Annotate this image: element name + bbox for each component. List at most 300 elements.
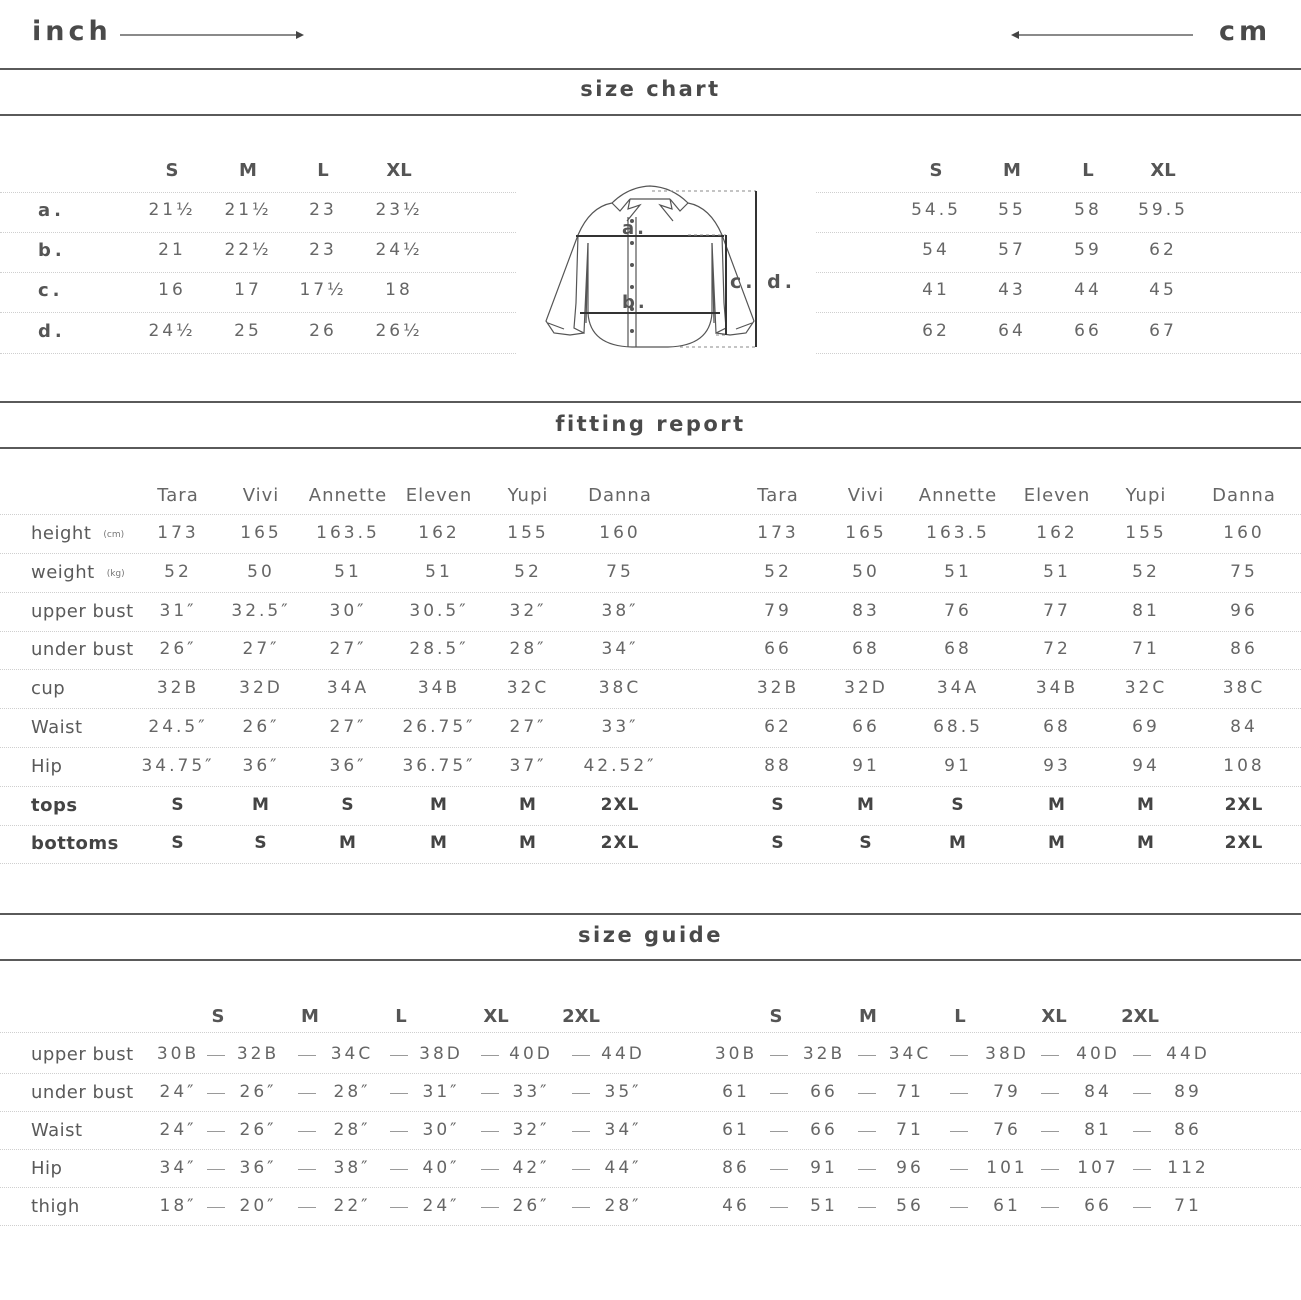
fit-value: 31″ <box>159 600 197 621</box>
size-header: M <box>239 160 257 181</box>
row-divider <box>0 553 1301 554</box>
guide-value: 40″ <box>422 1158 460 1178</box>
measurement-value: 17 <box>234 280 262 300</box>
fit-value: M <box>519 794 537 815</box>
fit-value: 36″ <box>242 755 280 776</box>
row-divider <box>816 272 1301 273</box>
size-header: XL <box>386 160 412 181</box>
fit-value: 83 <box>852 600 880 621</box>
section-rule <box>0 447 1301 449</box>
fit-value: 28″ <box>509 639 547 660</box>
range-dash <box>770 1055 788 1056</box>
fit-value: 68.5 <box>933 717 983 737</box>
fit-value: 33″ <box>601 717 639 737</box>
fit-value: 32D <box>239 678 283 699</box>
row-label <box>31 717 83 738</box>
row-divider <box>0 708 1301 709</box>
diagram-label-b: b. <box>622 292 648 313</box>
row-label: b. <box>38 240 66 261</box>
fit-value: M <box>1048 794 1066 815</box>
model-name: Danna <box>1212 485 1276 506</box>
range-dash <box>481 1207 499 1208</box>
guide-value: 51 <box>810 1196 838 1216</box>
row-label: upper bust <box>31 1044 134 1065</box>
measurement-value: 55 <box>998 200 1026 220</box>
guide-value: 30″ <box>422 1120 460 1140</box>
fit-value: 68 <box>944 639 972 660</box>
range-dash <box>950 1169 968 1170</box>
fit-value: 2XL <box>600 833 640 854</box>
guide-value: 40D <box>1076 1044 1120 1064</box>
row-divider <box>0 192 516 193</box>
range-dash <box>1041 1055 1059 1056</box>
range-dash <box>481 1169 499 1170</box>
row-label: Waist <box>31 1120 83 1141</box>
measurement-value: 57 <box>998 240 1026 260</box>
measurement-value: 43 <box>998 280 1026 300</box>
model-name: Vivi <box>847 485 885 506</box>
guide-value: 34C <box>888 1044 932 1064</box>
guide-value: 66 <box>1084 1196 1112 1216</box>
range-dash <box>298 1207 316 1208</box>
range-dash <box>207 1207 225 1208</box>
row-label <box>31 678 65 699</box>
fit-value: 163.5 <box>316 523 380 543</box>
range-dash <box>770 1093 788 1094</box>
row-label <box>31 601 134 622</box>
guide-value: 66 <box>810 1120 838 1140</box>
fit-value: S <box>771 794 785 815</box>
guide-value: 44D <box>601 1044 645 1064</box>
guide-value: 96 <box>896 1158 924 1178</box>
row-divider <box>0 1225 1301 1226</box>
fit-value: S <box>254 833 268 854</box>
range-dash <box>572 1055 590 1056</box>
fit-value: 30.5″ <box>409 600 469 621</box>
row-divider <box>0 747 1301 748</box>
fit-value: 38C <box>1222 678 1266 699</box>
range-dash <box>207 1055 225 1056</box>
fit-value: 2XL <box>600 794 640 815</box>
size-header: M <box>859 1006 877 1027</box>
fit-value: 26″ <box>159 639 197 660</box>
fit-value: 27″ <box>329 717 367 737</box>
model-name: Annette <box>308 485 388 506</box>
fit-value: 34A <box>936 678 980 699</box>
range-dash <box>572 1207 590 1208</box>
row-divider <box>816 353 1301 354</box>
fit-value: 77 <box>1043 600 1071 621</box>
inch-label: inch <box>32 16 112 47</box>
fit-value: S <box>771 833 785 854</box>
measurement-value: 54.5 <box>911 200 961 220</box>
measurement-value: 21½ <box>148 200 196 220</box>
guide-value: 44″ <box>604 1158 642 1178</box>
guide-value: 86 <box>722 1158 750 1178</box>
fit-value: 27″ <box>242 639 280 660</box>
fit-value: 51 <box>425 561 453 582</box>
fit-value: 93 <box>1043 755 1071 776</box>
measurement-value: 22½ <box>224 240 272 260</box>
fit-value: 88 <box>764 755 792 776</box>
range-dash <box>770 1131 788 1132</box>
fit-value: M <box>252 794 270 815</box>
range-dash <box>950 1093 968 1094</box>
guide-value: 71 <box>1174 1196 1202 1216</box>
fit-value: 51 <box>334 561 362 582</box>
fit-value: 32C <box>506 678 550 699</box>
range-dash <box>481 1055 499 1056</box>
row-label-text: tops <box>31 794 78 816</box>
guide-value: 32B <box>236 1044 280 1064</box>
guide-value: 30B <box>156 1044 200 1064</box>
measurement-value: 23 <box>309 240 337 260</box>
model-name: Annette <box>918 485 998 506</box>
model-name: Eleven <box>405 485 473 506</box>
measurement-value: 59.5 <box>1138 200 1188 220</box>
range-dash <box>298 1131 316 1132</box>
fit-value: 51 <box>1043 561 1071 582</box>
row-divider <box>0 312 516 313</box>
measurement-value: 44 <box>1074 280 1102 300</box>
fit-value: M <box>1137 833 1155 854</box>
size-chart-title: size chart <box>580 77 721 101</box>
fit-value: 26.75″ <box>402 717 476 737</box>
range-dash <box>572 1169 590 1170</box>
row-divider <box>816 312 1301 313</box>
measurement-value: 26 <box>309 321 337 341</box>
guide-value: 84 <box>1084 1082 1112 1102</box>
guide-value: 79 <box>993 1082 1021 1102</box>
fit-value: 165 <box>240 523 282 543</box>
measurement-value: 62 <box>922 321 950 341</box>
fit-value: 34A <box>326 678 370 699</box>
guide-value: 26″ <box>239 1120 277 1140</box>
guide-value: 46 <box>722 1196 750 1216</box>
guide-value: 35″ <box>604 1082 642 1102</box>
size-header: L <box>954 1006 966 1027</box>
range-dash <box>207 1131 225 1132</box>
range-dash <box>481 1093 499 1094</box>
fit-value: 160 <box>599 523 641 543</box>
row-label <box>31 795 78 816</box>
fit-value: 36″ <box>329 755 367 776</box>
fit-value: 160 <box>1223 523 1265 543</box>
fit-value: 52 <box>1132 561 1160 582</box>
measurement-value: 21 <box>158 240 186 260</box>
model-name: Vivi <box>242 485 280 506</box>
guide-value: 34″ <box>159 1158 197 1178</box>
fit-value: 155 <box>507 523 549 543</box>
row-label <box>31 562 125 583</box>
fit-value: 28.5″ <box>409 639 469 660</box>
fit-value: 163.5 <box>926 523 990 543</box>
range-dash <box>1041 1169 1059 1170</box>
row-divider <box>0 514 1301 515</box>
measurement-value: 58 <box>1074 200 1102 220</box>
guide-value: 28″ <box>333 1120 371 1140</box>
fit-value: 69 <box>1132 717 1160 737</box>
fit-value: M <box>430 833 448 854</box>
fit-value: 108 <box>1223 755 1265 776</box>
fit-value: 94 <box>1132 755 1160 776</box>
section-rule <box>0 959 1301 961</box>
fit-value: 37″ <box>509 755 547 776</box>
fit-value: 38C <box>598 678 642 699</box>
fit-value: 165 <box>845 523 887 543</box>
arrow-right-icon <box>120 28 305 42</box>
size-header: L <box>317 160 329 181</box>
range-dash <box>1041 1093 1059 1094</box>
row-divider <box>0 786 1301 787</box>
row-label: a. <box>38 200 65 221</box>
guide-value: 81 <box>1084 1120 1112 1140</box>
size-header: S <box>929 160 943 181</box>
row-label: thigh <box>31 1196 80 1217</box>
measurement-value: 21½ <box>224 200 272 220</box>
fit-value: 27″ <box>509 717 547 737</box>
guide-value: 86 <box>1174 1120 1202 1140</box>
range-dash <box>770 1207 788 1208</box>
fit-value: M <box>519 833 537 854</box>
diagram-label-a: a. <box>622 218 647 239</box>
fit-value: M <box>857 794 875 815</box>
row-label-text: bottoms <box>31 833 119 855</box>
range-dash <box>298 1093 316 1094</box>
fit-value: 162 <box>1036 523 1078 543</box>
row-label-text: Waist <box>31 717 83 738</box>
fit-value: 2XL <box>1224 833 1264 854</box>
section-rule <box>0 114 1301 116</box>
measurement-value: 66 <box>1074 321 1102 341</box>
range-dash <box>572 1093 590 1094</box>
fit-value: 155 <box>1125 523 1167 543</box>
range-dash <box>572 1131 590 1132</box>
measurement-value: 17½ <box>299 280 347 300</box>
shirt-diagram <box>540 183 780 355</box>
range-dash <box>950 1055 968 1056</box>
guide-value: 112 <box>1167 1158 1209 1178</box>
fit-value: 91 <box>944 755 972 776</box>
fit-value: 68 <box>1043 717 1071 737</box>
range-dash <box>1133 1207 1151 1208</box>
range-dash <box>390 1207 408 1208</box>
guide-value: 71 <box>896 1120 924 1140</box>
guide-value: 31″ <box>422 1082 460 1102</box>
size-header: XL <box>1041 1006 1067 1027</box>
row-label <box>31 756 62 777</box>
measurement-value: 67 <box>1149 321 1177 341</box>
fit-value: 32B <box>756 678 800 699</box>
row-divider <box>816 192 1301 193</box>
size-header: L <box>395 1006 407 1027</box>
fit-value: 27″ <box>329 639 367 660</box>
measurement-value: 62 <box>1149 240 1177 260</box>
guide-value: 66 <box>810 1082 838 1102</box>
model-name: Yupi <box>507 485 549 506</box>
unit-label: (cm) <box>103 530 125 540</box>
guide-value: 101 <box>986 1158 1028 1178</box>
row-divider <box>0 1111 1301 1112</box>
size-header: S <box>769 1006 783 1027</box>
section-rule <box>0 913 1301 915</box>
fit-value: 75 <box>606 561 634 582</box>
row-divider <box>0 669 1301 670</box>
fit-value: 32.5″ <box>231 600 291 621</box>
measurement-value: 25 <box>234 321 262 341</box>
fit-value: 71 <box>1132 639 1160 660</box>
fit-value: M <box>949 833 967 854</box>
size-header: 2XL <box>562 1006 600 1027</box>
fit-value: M <box>430 794 448 815</box>
range-dash <box>390 1131 408 1132</box>
row-divider <box>0 825 1301 826</box>
fit-value: 38″ <box>601 600 639 621</box>
fit-value: 50 <box>247 561 275 582</box>
model-name: Eleven <box>1023 485 1091 506</box>
size-header: M <box>301 1006 319 1027</box>
row-divider <box>0 1032 1301 1033</box>
guide-value: 36″ <box>239 1158 277 1178</box>
row-divider <box>0 631 1301 632</box>
guide-value: 89 <box>1174 1082 1202 1102</box>
fit-value: 66 <box>764 639 792 660</box>
row-divider <box>0 1073 1301 1074</box>
guide-value: 76 <box>993 1120 1021 1140</box>
measurement-value: 23 <box>309 200 337 220</box>
row-divider <box>816 232 1301 233</box>
row-label: c. <box>38 280 64 301</box>
guide-value: 56 <box>896 1196 924 1216</box>
row-label-text: Hip <box>31 755 63 777</box>
row-label: under bust <box>31 1082 134 1103</box>
size-header: XL <box>1150 160 1176 181</box>
size-guide-title: size guide <box>578 923 723 947</box>
fit-value: 162 <box>418 523 460 543</box>
fit-value: S <box>341 794 355 815</box>
range-dash <box>950 1207 968 1208</box>
guide-value: 34″ <box>604 1120 642 1140</box>
guide-value: 24″ <box>159 1082 197 1102</box>
guide-value: 30B <box>714 1044 758 1064</box>
guide-value: 61 <box>722 1082 750 1102</box>
fit-value: 32B <box>156 678 200 699</box>
measurement-value: 41 <box>922 280 950 300</box>
fit-value: 32C <box>1124 678 1168 699</box>
range-dash <box>298 1169 316 1170</box>
fit-value: 52 <box>764 561 792 582</box>
guide-value: 22″ <box>333 1196 371 1216</box>
measurement-value: 64 <box>998 321 1026 341</box>
fit-value: 2XL <box>1224 794 1264 815</box>
range-dash <box>858 1131 876 1132</box>
fit-value: 30″ <box>329 600 367 621</box>
diagram-label-cd: c. d. <box>730 271 796 293</box>
guide-value: 38D <box>985 1044 1029 1064</box>
row-divider <box>0 353 516 354</box>
fit-value: 173 <box>157 523 199 543</box>
row-label <box>31 523 124 544</box>
fit-value: 86 <box>1230 639 1258 660</box>
range-dash <box>390 1169 408 1170</box>
fit-value: 34B <box>417 678 461 699</box>
range-dash <box>1133 1169 1151 1170</box>
measurement-value: 45 <box>1149 280 1177 300</box>
fit-value: 51 <box>944 561 972 582</box>
fit-value: 84 <box>1230 717 1258 737</box>
guide-value: 28″ <box>604 1196 642 1216</box>
fit-value: 32″ <box>509 600 547 621</box>
row-label: Hip <box>31 1158 63 1179</box>
fit-value: 68 <box>852 639 880 660</box>
guide-value: 32B <box>802 1044 846 1064</box>
range-dash <box>390 1093 408 1094</box>
range-dash <box>1133 1131 1151 1132</box>
row-divider <box>0 1187 1301 1188</box>
guide-value: 32″ <box>512 1120 550 1140</box>
cm-label: cm <box>1219 16 1272 47</box>
size-header: L <box>1082 160 1094 181</box>
fit-value: 62 <box>764 717 792 737</box>
size-header: XL <box>483 1006 509 1027</box>
range-dash <box>858 1169 876 1170</box>
range-dash <box>207 1093 225 1094</box>
row-divider <box>0 1149 1301 1150</box>
guide-value: 61 <box>722 1120 750 1140</box>
fit-value: 91 <box>852 755 880 776</box>
fit-value: 52 <box>164 561 192 582</box>
row-label <box>31 639 134 660</box>
fit-value: 76 <box>944 600 972 621</box>
measurement-value: 59 <box>1074 240 1102 260</box>
guide-value: 44D <box>1166 1044 1210 1064</box>
fit-value: 72 <box>1043 639 1071 660</box>
fit-value: 52 <box>514 561 542 582</box>
range-dash <box>858 1093 876 1094</box>
fit-value: M <box>1048 833 1066 854</box>
guide-value: 40D <box>509 1044 553 1064</box>
fit-value: 50 <box>852 561 880 582</box>
row-label-text: cup <box>31 678 66 700</box>
fit-value: 24.5″ <box>148 717 208 737</box>
fit-value: 66 <box>852 717 880 737</box>
model-name: Tara <box>157 485 199 506</box>
model-name: Yupi <box>1125 485 1167 506</box>
range-dash <box>1041 1207 1059 1208</box>
fit-value: 81 <box>1132 600 1160 621</box>
size-header: M <box>1003 160 1021 181</box>
guide-value: 91 <box>810 1158 838 1178</box>
row-label <box>31 833 119 854</box>
guide-value: 34C <box>330 1044 374 1064</box>
range-dash <box>390 1055 408 1056</box>
fit-value: M <box>1137 794 1155 815</box>
range-dash <box>858 1207 876 1208</box>
fit-value: 34″ <box>601 639 639 660</box>
range-dash <box>481 1131 499 1132</box>
range-dash <box>207 1169 225 1170</box>
row-label: d. <box>38 321 66 342</box>
range-dash <box>1041 1131 1059 1132</box>
size-header: 2XL <box>1121 1006 1159 1027</box>
guide-value: 18″ <box>159 1196 197 1216</box>
range-dash <box>298 1055 316 1056</box>
guide-value: 38D <box>419 1044 463 1064</box>
measurement-value: 24½ <box>148 321 196 341</box>
guide-value: 38″ <box>333 1158 371 1178</box>
row-divider <box>0 272 516 273</box>
guide-value: 24″ <box>159 1120 197 1140</box>
